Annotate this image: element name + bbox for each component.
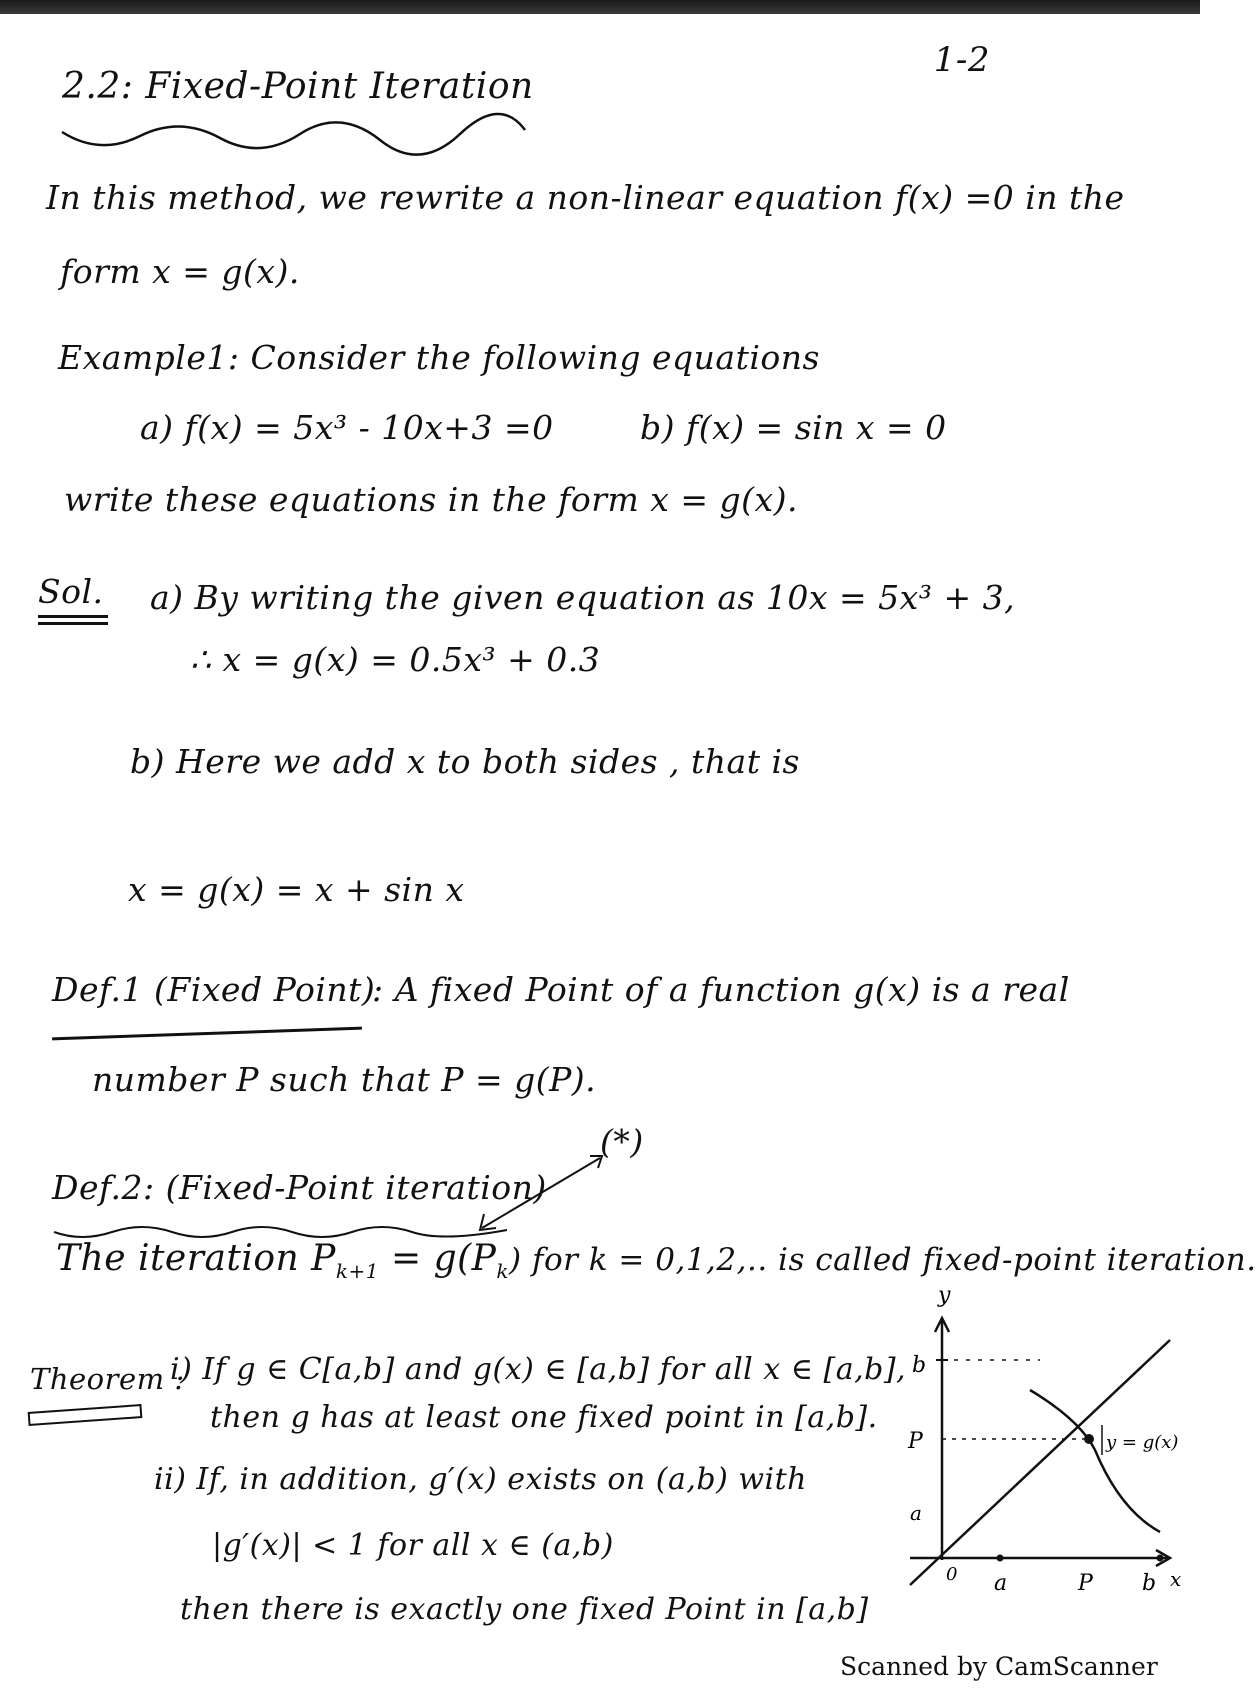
graph-tick-b-y: b	[912, 1353, 927, 1378]
def2-subscript-k1: k+1	[335, 1259, 380, 1284]
graph-tick-p-y: P	[908, 1429, 923, 1454]
fixed-point-graph	[880, 1280, 1180, 1610]
scanner-footer: Scanned by CamScanner	[840, 1652, 1158, 1681]
scan-top-edge	[0, 0, 1200, 14]
solution-a-line-1: a) By writing the given equation as 10x = 5x³ + 3,	[150, 578, 1016, 617]
intro-line-2: form x = g(x).	[60, 252, 300, 291]
solution-label: Sol.	[38, 572, 104, 611]
def2-iteration-line	[56, 1238, 1257, 1283]
example-eq-a: a) f(x) = 5x³ - 10x+3 =0	[140, 408, 554, 447]
graph-tick-p-x: P	[1078, 1571, 1093, 1596]
def2-star: (*)	[600, 1122, 644, 1161]
solution-label-underline	[38, 615, 108, 618]
title-wavy-underline	[60, 118, 530, 158]
theorem-i-line-1: i) If g ∈ C[a,b] and g(x) ∈ [a,b] for all x ∈ [a,b],	[170, 1352, 907, 1387]
solution-b-line-1: b) Here we add x to both sides , that is	[130, 742, 800, 781]
def2-subscript-k: k	[496, 1259, 510, 1284]
graph-point-a	[997, 1555, 1004, 1562]
intro-line-1: In this method, we rewrite a non-linear equation f(x) =0 in the	[46, 178, 1125, 217]
def2-text-c: ) for k = 0,1,2,.. is called fixed-point iteration.	[509, 1242, 1257, 1278]
def2-label: Def.2: (Fixed-Point iteration)	[52, 1168, 547, 1207]
example-instruction: write these equations in the form x = g(x).	[64, 480, 798, 519]
example-eq-b: b) f(x) = sin x = 0	[640, 408, 947, 447]
page-title: 2.2: Fixed-Point Iteration	[62, 66, 534, 107]
def1-text-2: number P such that P = g(P).	[92, 1060, 597, 1099]
def1-label: Def.1 (Fixed Point)	[52, 970, 376, 1009]
theorem-ii-line-3: then there is exactly one fixed Point in [a,b]	[180, 1592, 869, 1627]
graph-x-label: x	[1170, 1567, 1182, 1591]
def2-text-a: The iteration P	[56, 1238, 336, 1279]
solution-a-line-2: ∴ x = g(x) = 0.5x³ + 0.3	[190, 640, 601, 679]
graph-curve-label: y = g(x)	[1106, 1432, 1179, 1453]
graph-point-b	[1157, 1555, 1164, 1562]
graph-fixed-point	[1084, 1434, 1094, 1444]
graph-y-label: y	[938, 1283, 951, 1308]
graph-line-y-equals-x	[910, 1340, 1170, 1585]
theorem-label: Theorem :	[30, 1362, 185, 1396]
solution-label-underline-2	[38, 622, 108, 625]
graph-tick-b-x: b	[1142, 1571, 1157, 1596]
theorem-label-box	[28, 1404, 143, 1426]
def1-underline	[52, 1027, 362, 1041]
theorem-ii-line-1: ii) If, in addition, g′(x) exists on (a,b) with	[154, 1462, 808, 1497]
theorem-i-line-2: then g has at least one fixed point in [a,b].	[210, 1400, 878, 1435]
graph-origin-label: 0	[946, 1564, 958, 1585]
theorem-ii-line-2: |g′(x)| < 1 for all x ∈ (a,b)	[212, 1528, 614, 1563]
def2-text-b: = g(P	[379, 1238, 497, 1279]
solution-b-line-2: x = g(x) = x + sin x	[128, 870, 465, 909]
graph-tick-a-x: a	[994, 1571, 1008, 1596]
example-heading: Example1: Consider the following equations	[58, 338, 820, 377]
def1-text-1: : A fixed Point of a function g(x) is a real	[372, 970, 1070, 1009]
graph-tick-a-y: a	[910, 1501, 922, 1525]
page-number: 1-2	[933, 40, 990, 80]
